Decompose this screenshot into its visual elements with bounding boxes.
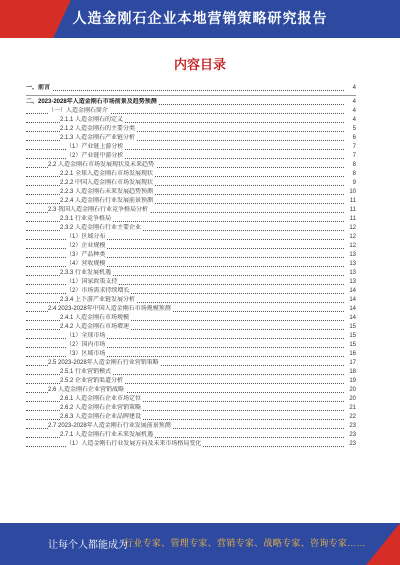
- toc-page-number: 8: [346, 170, 356, 179]
- toc-page-number: 13: [346, 251, 356, 260]
- toc-entry-label: 2.6.3 人造金刚石企业品牌建设: [60, 414, 142, 420]
- toc-entry-label: 2.3.3 行业发展机遇: [60, 270, 112, 276]
- toc-page-number: 20: [346, 395, 356, 404]
- toc-page-number: 14: [346, 314, 356, 323]
- toc-page-number: 11: [346, 215, 356, 224]
- toc-entry[interactable]: [26, 323, 356, 332]
- toc-page-number: 21: [346, 404, 356, 413]
- toc-page-number: 10: [346, 188, 356, 197]
- toc-entry-label: 2.2.3 人造金刚石未来发展趋势预测: [60, 189, 154, 195]
- toc-entry-label: （2）市场需求持续增长: [66, 288, 130, 294]
- toc-entry[interactable]: [26, 296, 356, 305]
- toc-entry[interactable]: [26, 269, 356, 278]
- report-footer: [0, 523, 400, 565]
- toc-page-number: 13: [346, 269, 356, 278]
- toc-page-number: 6: [346, 134, 356, 143]
- toc-entry-label: 2.2 人造金刚石市场发展现状及未来趋势: [48, 162, 155, 168]
- toc-entry[interactable]: [26, 314, 356, 323]
- toc-entry[interactable]: [26, 197, 356, 206]
- toc-entry-label: （2）国内市场: [66, 342, 106, 348]
- toc-page-number: 16: [346, 350, 356, 359]
- toc-entry[interactable]: [26, 260, 356, 269]
- toc-page-number: 7: [346, 152, 356, 161]
- toc-page-number: 4: [346, 98, 356, 107]
- toc-entry-label: 2.5.2 企业营销渠道分析: [60, 378, 124, 384]
- toc-entry-label: 2.3 我国人造金刚石行业竞争格局分析: [48, 207, 149, 213]
- toc-entry[interactable]: [26, 224, 356, 233]
- footer-tagline: 行业专家、管理专家、营销专家、战略专家、咨询专家……: [124, 538, 366, 548]
- toc-page-number: 23: [346, 431, 356, 440]
- toc-entry-label: 2.1.3 人造金刚石产业链分析: [60, 135, 136, 141]
- toc-entry-label: 2.2.4 人造金刚石行业发展前景预测: [60, 198, 154, 204]
- toc-entry-label: 2.3.1 行业竞争格局: [60, 216, 112, 222]
- toc-entry-label: 一、前言: [26, 85, 51, 91]
- toc-entry[interactable]: [26, 161, 356, 170]
- report-header: [0, 0, 400, 38]
- toc-entry[interactable]: [26, 350, 356, 359]
- toc-entry-label: 二、2023-2028年人造金刚石市场前景及趋势预测: [26, 99, 157, 105]
- toc-leader-dots: [26, 90, 344, 91]
- toc-page-number: 12: [346, 224, 356, 233]
- toc-page-number: 5: [346, 125, 356, 134]
- toc-entry[interactable]: [26, 332, 356, 341]
- toc-entry-label: （3）产品种类: [66, 252, 106, 258]
- toc-separator: [26, 95, 356, 96]
- toc-entry[interactable]: [26, 341, 356, 350]
- toc-entry-label: （1）区域分布: [66, 234, 106, 240]
- toc-entry[interactable]: [26, 206, 356, 215]
- toc-entry[interactable]: [26, 278, 356, 287]
- toc-page-number: 8: [346, 161, 356, 170]
- toc-page-number: 19: [346, 377, 356, 386]
- toc-entry[interactable]: [26, 305, 356, 314]
- footer-lead-text: 让每个人都能成为: [48, 540, 128, 551]
- toc-heading: 内容目录: [173, 57, 226, 72]
- toc-entry[interactable]: [26, 377, 356, 386]
- toc-page-number: 23: [346, 440, 356, 449]
- toc-page-number: 20: [346, 386, 356, 395]
- toc-page-number: 7: [346, 143, 356, 152]
- toc-page-number: 9: [346, 179, 356, 188]
- footer-red-corner: [366, 523, 400, 565]
- toc-page-number: 12: [346, 242, 356, 251]
- toc-page-number: 4: [346, 107, 356, 116]
- toc-entry[interactable]: [26, 107, 356, 116]
- toc-entry-label: 2.7.1 人造金刚石行业未来发展机遇: [60, 432, 154, 438]
- toc-page-number: 18: [346, 368, 356, 377]
- report-title: 人造金刚石企业本地营销策略研究报告: [72, 10, 328, 26]
- toc-entry-label: 2.4.2 人造金刚石市场增速: [60, 324, 130, 330]
- toc-page-number: 4: [346, 116, 356, 125]
- toc-page-number: 15: [346, 332, 356, 341]
- toc-entry-label: （2）企业规模: [66, 243, 106, 249]
- toc-entry-label: 2.5 2023-2028年人造金刚石行业营销策略: [48, 360, 159, 366]
- toc-entry[interactable]: [26, 395, 356, 404]
- toc-entry[interactable]: [26, 170, 356, 179]
- toc-entry-label: 2.3.4 上下游产业链发展分析: [60, 297, 136, 303]
- toc-entry-label: 2.4 2023-2028年中国人造金刚石市场规模预测: [48, 306, 171, 312]
- toc-entry-label: 2.4.1 人造金刚石市场规模: [60, 315, 130, 321]
- toc-entry[interactable]: [26, 413, 356, 422]
- toc-entry-label: （4）营收规模: [66, 261, 106, 267]
- toc-entry[interactable]: [26, 422, 356, 431]
- toc-page-number: 13: [346, 260, 356, 269]
- toc-entry[interactable]: [26, 359, 356, 368]
- toc-entry[interactable]: [26, 188, 356, 197]
- toc-entry-label: （3）区域市场: [66, 351, 106, 357]
- toc-page-number: 12: [346, 233, 356, 242]
- toc-entry[interactable]: [26, 152, 356, 161]
- toc-entry-label: （1）人造金刚石行业发展方向及未来市场格局变化: [66, 441, 202, 447]
- toc-entry[interactable]: [26, 143, 356, 152]
- toc-page-number: 15: [346, 323, 356, 332]
- toc-entry[interactable]: [26, 287, 356, 296]
- toc-entry[interactable]: [26, 440, 356, 449]
- toc-entry-label: （1）国家政策支持: [66, 279, 118, 285]
- toc-entry[interactable]: [26, 179, 356, 188]
- toc-entry[interactable]: [26, 251, 356, 260]
- toc-page-number: 4: [346, 84, 356, 93]
- toc-page-number: 13: [346, 278, 356, 287]
- toc-entry[interactable]: [26, 368, 356, 377]
- toc-entry-label: 2.7 2023-2028年人造金刚石行业发展前景预测: [48, 423, 171, 429]
- table-of-contents: [26, 84, 356, 449]
- toc-entry-label: （1）全球市场: [66, 333, 106, 339]
- toc-entry-label: 2.6.2 人造金刚石企业营销策略: [60, 405, 142, 411]
- toc-page-number: 11: [346, 197, 356, 206]
- toc-page-number: 14: [346, 305, 356, 314]
- toc-entry-label: 2.5.1 行业营销模式: [60, 369, 112, 375]
- toc-page-number: 22: [346, 413, 356, 422]
- toc-entry[interactable]: [26, 215, 356, 224]
- toc-entry-label: （一）人造金刚石简介: [48, 108, 109, 114]
- toc-entry[interactable]: [26, 431, 356, 440]
- toc-page-number: 15: [346, 341, 356, 350]
- toc-page-number: 14: [346, 287, 356, 296]
- toc-entry[interactable]: [26, 386, 356, 395]
- toc-entry[interactable]: [26, 134, 356, 143]
- toc-page-number: 17: [346, 359, 356, 368]
- toc-entry-label: 2.6.1 人造金刚石企业市场定位: [60, 396, 142, 402]
- toc-entry-label: 2.6 人造金刚石企业营销战略: [48, 387, 125, 393]
- toc-entry-label: 2.3.2 人造金刚石行业主要企业: [60, 225, 142, 231]
- toc-entry-label: 2.2.1 全球人造金刚石市场发展现状: [60, 171, 154, 177]
- toc-entry-label: （1）产业链上游分析: [66, 144, 124, 150]
- toc-entry-label: 2.1.1 人造金刚石的定义: [60, 117, 124, 123]
- toc-page-number: 14: [346, 296, 356, 305]
- toc-entry[interactable]: [26, 84, 356, 93]
- toc-page-number: 11: [346, 206, 356, 215]
- toc-entry-label: （2）产业链中游分析: [66, 153, 124, 159]
- toc-entry[interactable]: [26, 404, 356, 413]
- toc-page-number: 23: [346, 422, 356, 431]
- toc-entry[interactable]: [26, 125, 356, 134]
- toc-entry[interactable]: [26, 116, 356, 125]
- toc-entry[interactable]: [26, 242, 356, 251]
- toc-entry-label: 2.1.2 人造金刚石的主要分类: [60, 126, 136, 132]
- toc-entry[interactable]: [26, 233, 356, 242]
- toc-entry[interactable]: [26, 98, 356, 107]
- toc-entry-label: 2.2.2 中国人造金刚石市场发展现状: [60, 180, 154, 186]
